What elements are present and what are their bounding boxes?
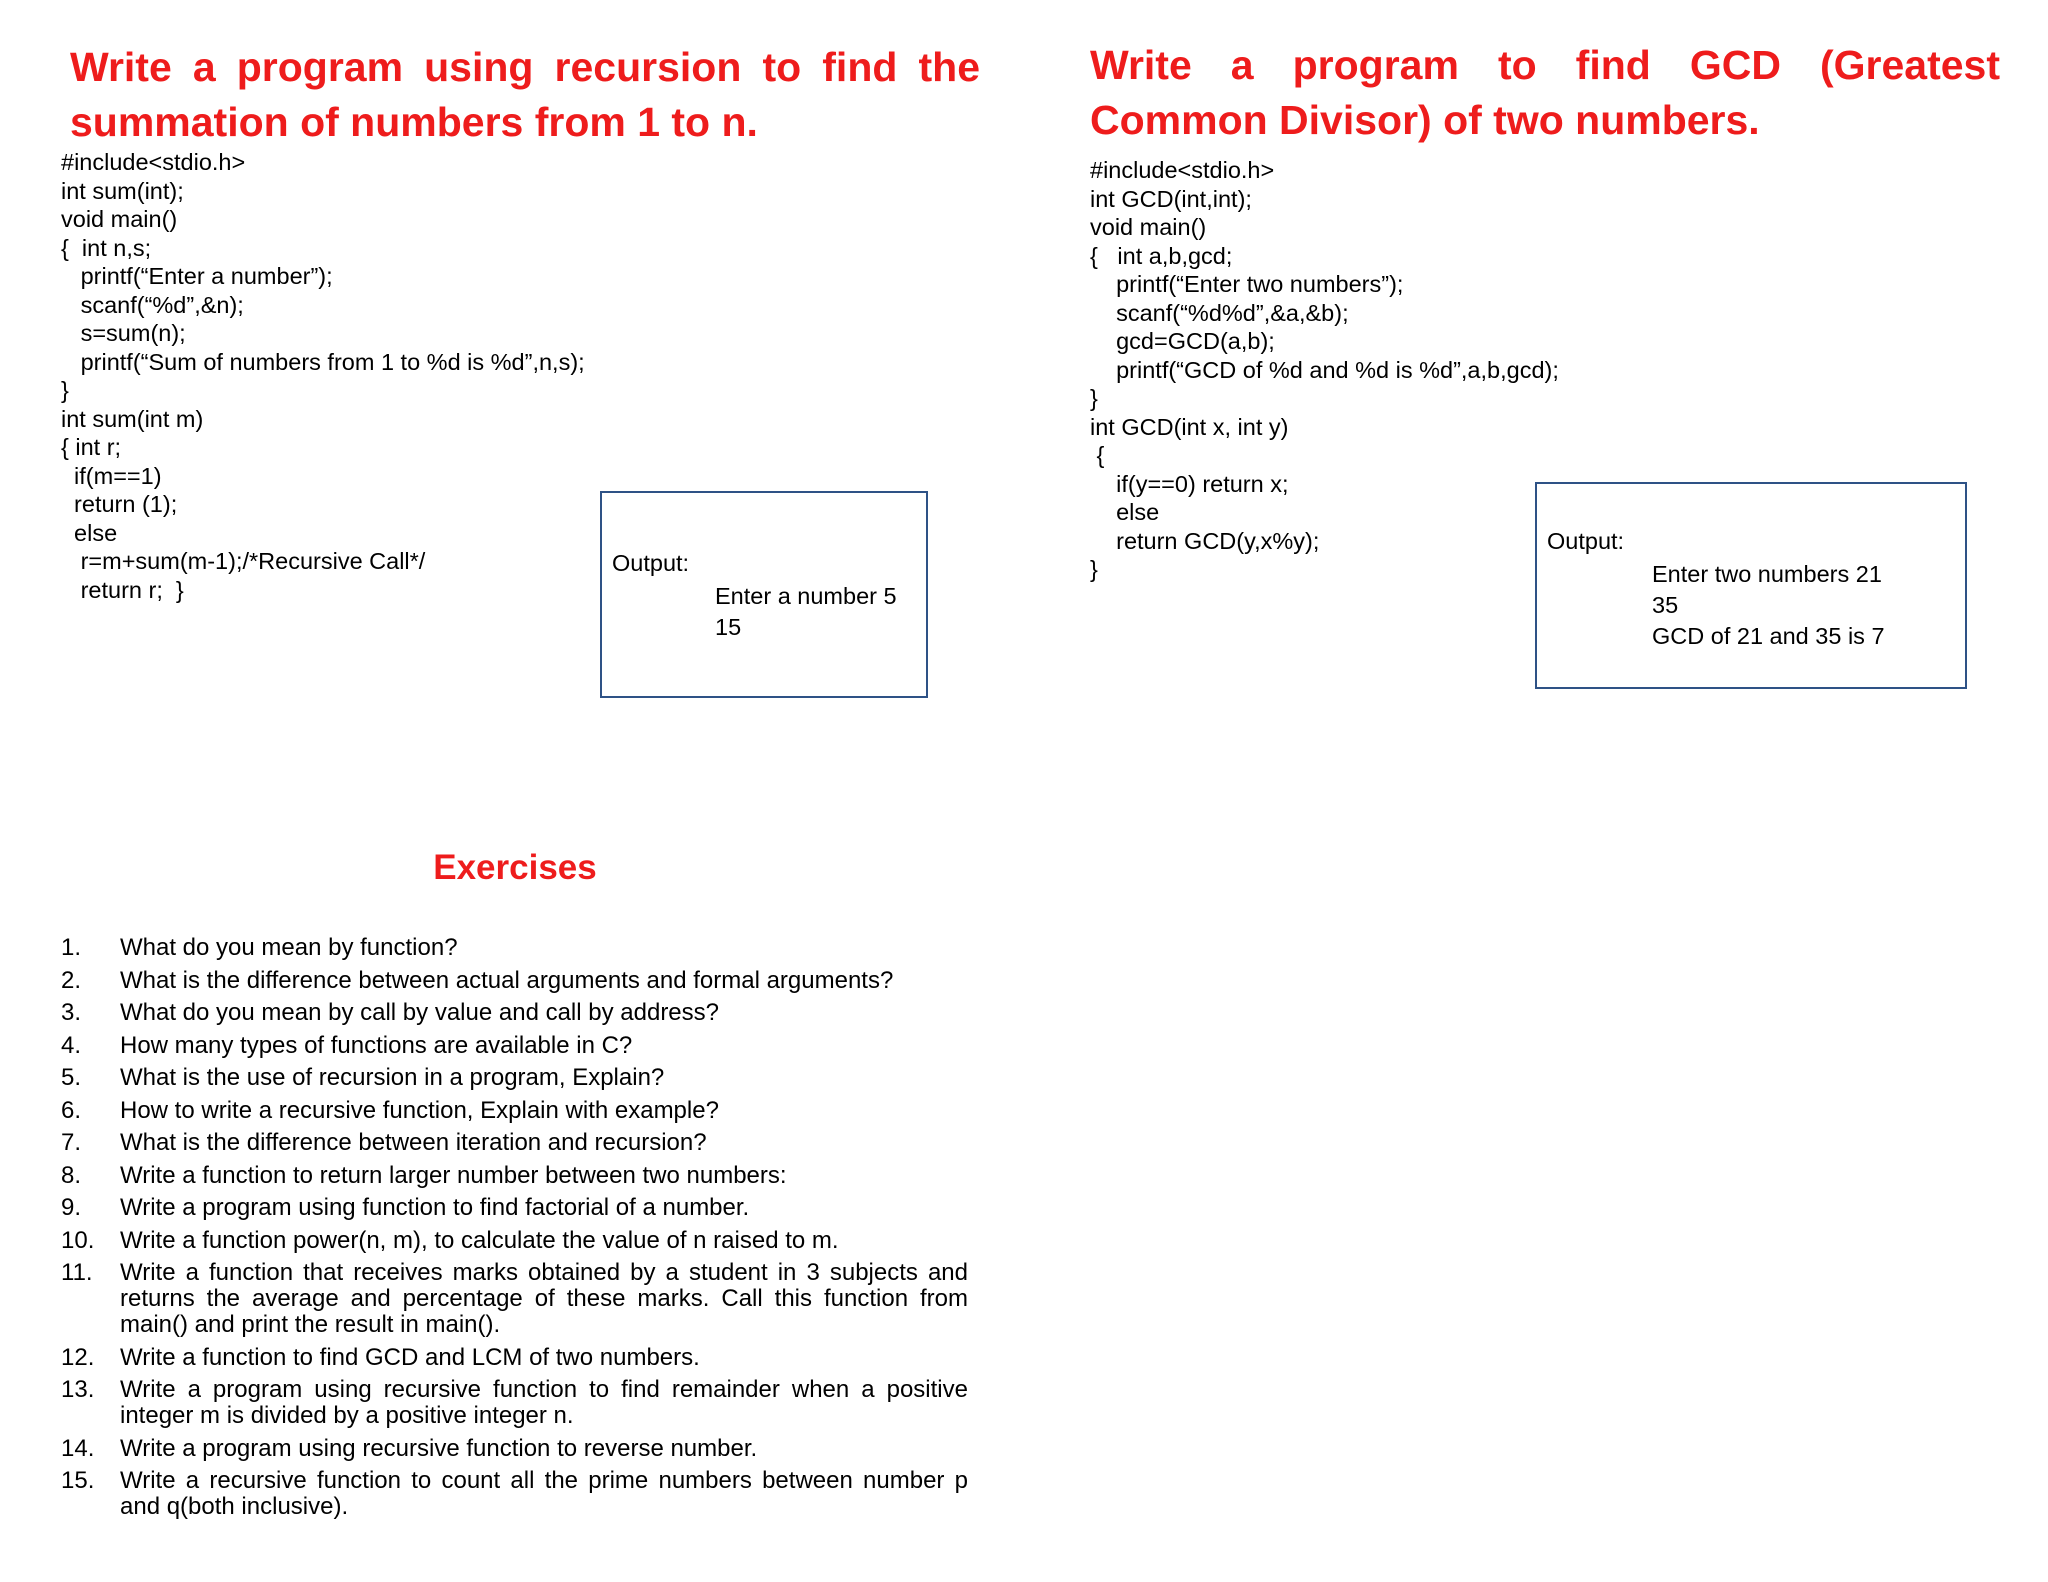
code-line: return (1);	[61, 491, 178, 517]
exercise-text: How many types of functions are available in C?	[120, 1031, 633, 1059]
exercise-number: 10.	[61, 1226, 95, 1254]
exercise-number: 4.	[61, 1031, 82, 1059]
code-line: printf(“Enter a number”);	[61, 263, 333, 289]
output-label: Output:	[1547, 528, 1625, 554]
exercise-text: Write a program using recursive function to reverse number.	[120, 1434, 758, 1462]
exercise-number: 14.	[61, 1434, 95, 1462]
exercise-text: What do you mean by call by value and call by address?	[120, 999, 720, 1026]
code-line: }	[1090, 385, 1098, 411]
exercise-item	[61, 968, 968, 994]
exercise-item	[61, 1000, 968, 1026]
output-line: 35	[1652, 592, 1679, 618]
exercise-item	[61, 1260, 968, 1338]
code-line: #include<stdio.h>	[1090, 157, 1275, 183]
code-line: if(m==1)	[61, 462, 162, 489]
exercise-item	[61, 1098, 968, 1124]
code-line: }	[61, 377, 69, 403]
exercise-item	[61, 1163, 968, 1189]
exercise-text: Write a function to return larger number between two numbers:	[120, 1161, 787, 1189]
exercise-text: Write a program using function to find factorial of a number.	[120, 1194, 750, 1221]
code-line: void main()	[61, 206, 178, 232]
exercise-list	[61, 935, 968, 1527]
code-line: else	[61, 519, 118, 546]
code-line: { int a,b,gcd;	[1090, 242, 1233, 269]
code-line: {	[1090, 442, 1105, 468]
code-line: #include<stdio.h>	[61, 149, 246, 175]
exercise-item	[61, 1377, 968, 1429]
exercise-number: 1.	[61, 934, 82, 961]
exercise-number: 6.	[61, 1096, 82, 1124]
left-program-title: Write a program using recursion to find the summation of numbers from 1 to n.	[70, 44, 980, 145]
exercise-item	[61, 1033, 968, 1059]
code-line: { int n,s;	[61, 234, 152, 261]
code-line: void main()	[1090, 214, 1207, 240]
output-label: Output:	[612, 550, 690, 576]
exercise-text: Write a program using recursive function to find remainder when a positive integer m is divided by a positive integer n.	[120, 1376, 968, 1429]
exercises-heading: Exercises	[433, 848, 597, 887]
output-line: GCD of 21 and 35 is 7	[1652, 623, 1885, 649]
right-output-box	[1535, 482, 1967, 689]
code-line: r=m+sum(m-1);/*Recursive Call*/	[61, 548, 426, 574]
code-line: else	[1090, 499, 1160, 525]
exercise-number: 7.	[61, 1129, 82, 1156]
code-line: scanf(“%d%d”,&a,&b);	[1090, 299, 1349, 326]
code-line: }	[1090, 556, 1098, 582]
exercise-number: 11.	[61, 1259, 93, 1286]
code-line: if(y==0) return x;	[1090, 470, 1289, 497]
exercise-number: 13.	[61, 1376, 95, 1403]
exercise-text: Write a function that receives marks obtained by a student in 3 subjects and returns the average and percentage of these marks. Call this function from main() and print the result in main().	[120, 1259, 968, 1338]
exercise-text: What is the difference between iteration and recursion?	[120, 1129, 707, 1156]
code-line: printf(“Sum of numbers from 1 to %d is %d”,n,s);	[61, 348, 585, 375]
output-line: Enter a number 5	[715, 583, 897, 609]
exercise-text: Write a function to find GCD and LCM of two numbers.	[120, 1343, 700, 1371]
code-line: int sum(int);	[61, 177, 184, 204]
code-line: printf(“GCD of %d and %d is %d”,a,b,gcd);	[1090, 356, 1559, 383]
exercise-number: 9.	[61, 1194, 82, 1221]
code-line: gcd=GCD(a,b);	[1090, 328, 1275, 354]
code-line: scanf(“%d”,&n);	[61, 291, 244, 318]
exercise-text: What is the difference between actual arguments and formal arguments?	[120, 966, 894, 994]
code-line: int GCD(int,int);	[1090, 185, 1252, 212]
exercise-item	[61, 1065, 968, 1091]
exercise-item	[61, 1436, 968, 1462]
output-text	[1652, 559, 1885, 652]
code-line: return r; }	[61, 576, 184, 603]
exercise-item	[61, 1228, 968, 1254]
output-line: 15	[715, 614, 742, 640]
exercise-text: What is the use of recursion in a program, Explain?	[120, 1064, 665, 1091]
exercise-number: 2.	[61, 966, 82, 994]
exercise-text: Write a recursive function to count all the prime numbers between number p and q(both inclusive).	[120, 1467, 968, 1520]
exercise-item	[61, 1345, 968, 1371]
exercise-item	[61, 935, 968, 961]
right-program-title: Write a program to find GCD (Greatest Common Divisor) of two numbers.	[1090, 42, 2000, 143]
exercise-number: 12.	[61, 1343, 95, 1371]
exercise-number: 3.	[61, 999, 82, 1026]
code-line: int sum(int m)	[61, 405, 204, 432]
code-line: s=sum(n);	[61, 320, 186, 346]
exercise-number: 15.	[61, 1467, 95, 1494]
exercise-number: 8.	[61, 1161, 82, 1189]
exercise-text: Write a function power(n, m), to calculate the value of n raised to m.	[120, 1226, 839, 1254]
exercise-text: How to write a recursive function, Explain with example?	[120, 1096, 719, 1124]
exercise-item	[61, 1468, 968, 1520]
exercise-number: 5.	[61, 1064, 82, 1091]
code-line: int GCD(int x, int y)	[1090, 413, 1289, 440]
exercise-text: What do you mean by function?	[120, 934, 458, 961]
code-line: printf(“Enter two numbers”);	[1090, 271, 1404, 297]
output-line: Enter two numbers 21	[1652, 561, 1882, 587]
exercise-item	[61, 1130, 968, 1156]
code-line: { int r;	[61, 434, 122, 460]
code-line: return GCD(y,x%y);	[1090, 527, 1320, 554]
exercise-item	[61, 1195, 968, 1221]
left-output-box	[600, 491, 928, 698]
output-text	[715, 581, 897, 643]
